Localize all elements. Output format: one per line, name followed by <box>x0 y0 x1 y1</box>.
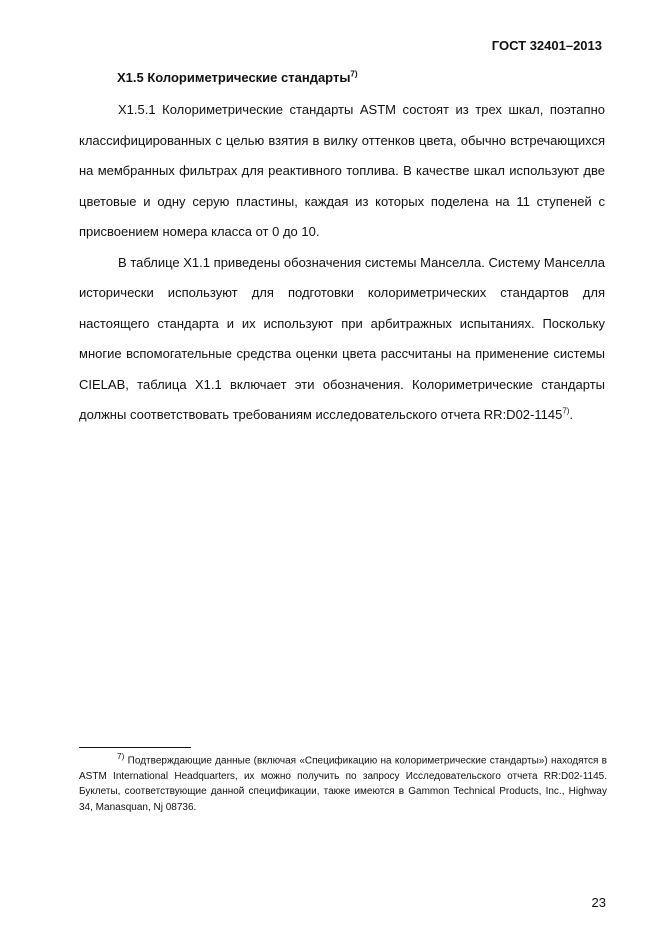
paragraph-x1-5-1: X1.5.1 Колориметрические стандарты ASTM состоят из трех шкал, поэтапно классифицированных с целью взятия в вилку оттенков цвета, обычно встречающихся на мембранных фильтрах для реактивного топлива. В качестве шкал используют две цветовые и одну серую пластины, каждая из которых поделена на 11 ступеней с присвоением номера класса от 0 до 10. <box>79 102 605 239</box>
paragraph-footnote-ref: 7) <box>562 406 570 416</box>
footnote-mark: 7) <box>117 751 125 761</box>
document-code-header: ГОСТ 32401–2013 <box>491 38 602 53</box>
page-number: 23 <box>591 895 606 910</box>
footnote-text: Подтверждающие данные (включая «Спецификацию на колориметрические стандарты») находятся в ASTM International Headquarters, их можно получить по запросу Исследовательского отчета RR:D02-1145. Буклеты, соответствующие данной спецификации, также имеются в Gammon Technical Products, Inc., Highway 34, Manasquan, Nj 08736. <box>79 755 607 813</box>
paragraph-munsell <box>79 248 605 431</box>
footnote-divider <box>79 747 191 748</box>
footnote-paragraph <box>79 749 607 815</box>
section-heading <box>117 70 358 85</box>
section-heading-text: X1.5 Колориметрические стандарты <box>117 70 351 85</box>
body-text <box>79 95 605 431</box>
paragraph-munsell-text: В таблице X1.1 приведены обозначения системы Манселла. Систему Манселла исторически используют для подготовки колориметрических стандартов для настоящего стандарта и их используют при арбитражных испытаниях. Поскольку многие вспомогательные средства оценки цвета рассчитаны на применение системы CIELAB, таблица X1.1 включает эти обозначения. Колориметрические стандарты должны соответствовать требованиям исследовательского отчета RR:D02-1145 <box>79 254 605 422</box>
footnote <box>79 749 607 815</box>
section-heading-footnote-ref: 7) <box>350 69 358 79</box>
paragraph-end-period: . <box>569 407 574 422</box>
